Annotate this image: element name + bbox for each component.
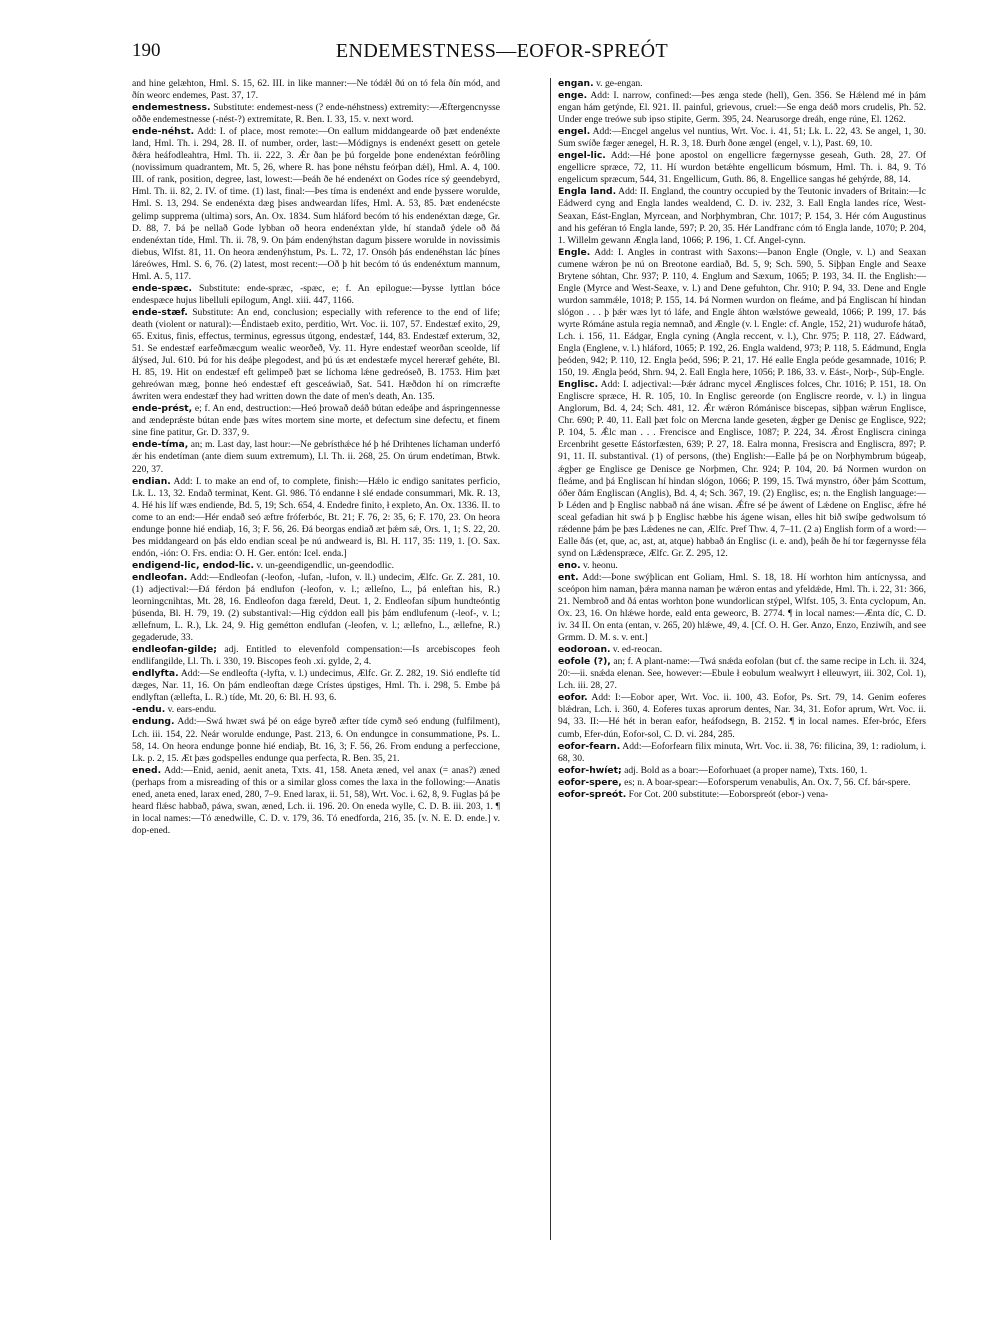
dictionary-entry: [558, 656, 926, 692]
entry-definition: Add:—Þone swýþlican ent Goliam, Hml. S. 18, 18. Hí worhton him antícnyssa, and sceópon him naman, þǽra manna naman þe wǽron entas and yfeldǽde, Hml. Th. i. 22, 31: 366, 21. Nembroð and ðá entas worhton þone wundorlican stýpel, Wlfst. 105, 3. Enta cyclopum, An. Ox. 23, 16. On hlǽwe horde, eald enta geweorc, B. 2774. ¶ in local names:—Ænta díc, C. D. iv. 34 II. On enta (entan, v. 265, 20) hlǽwe, 49, 4. [Cf. O. H. Ger. Anzo, Enzo, Enziwíh, and see Grmm. D. M. s. v. ent.]: [558, 571, 926, 644]
dictionary-entry: [132, 476, 500, 560]
entry-definition: v. un-geendigendlic, un-geendodlic.: [256, 559, 395, 571]
entry-headword: engel.: [558, 126, 591, 138]
entry-definition: es; n. A boar-spear:—Eoforsperum venabulis, An. Ox. 7, 56. Cf. bár-spere.: [624, 776, 911, 788]
dictionary-entry: [558, 572, 926, 644]
entry-headword: ent.: [558, 571, 579, 583]
entry-headword: ende-néhst.: [132, 126, 195, 138]
entry-headword: endigend-lic, endod-lic.: [132, 559, 254, 571]
entry-headword: endlyfta.: [132, 668, 179, 680]
entry-headword: ende-spæc.: [132, 282, 193, 294]
entry-definition: Add: I. Angles in contrast with Saxons:—Þanon Engle (Ongle, v. l.) and Seaxan cumene wǽron þe nú on Breotone eardiað, Bd. 5, 9; Sch. 590, 5. Siþþan Engle and Seaxe Brytene sóhtan, Chr. 937; P. 110, 4. Englum and Sæxum, 1065; P. 193, 34. II. the English:—Engle (Myrce and West-Seaxe, v. l.) and Dene gefuhton, Chr. 910; P. 94, 33. Dene and Engle wurdon sammǽle, 1018; P. 155, 14. Þá Normen wurdon on fleáme, and þá Engliscan hí hindan slógon . . . þ þǽr wæs lyt tó láfe, and Engle áhton wælstówe geweald, 1066; P. 199, 17. Þás wyrte Rómáne astula regia nemnað, and Ængle (v. l. Engle: cf. Angle, 152, 21) wudurofe hátað, Lch. i. 156, 11. Eádgar, Engla cyning (Angla reccent, v. l.), Chr. 975; P. 118, 27. Eádward, Engla (Englene, v. l.) hláford, 1065; P. 192, 26. Engla waldend, 973; P. 118, 5. Eádmund, Engla þeóden, 942; P. 110, 12. Engla þeód, 596; P. 21, 17. Hé ealle Engla peóde gesamnade, 1016; P. 150, 19. Ængla þeód, Shrn. 94, 2. Eall Engla here, 1056; P. 186, 33. v. Eást-, Norþ-, Súþ-Engle.: [558, 246, 926, 379]
dictionary-entry: [558, 150, 926, 186]
dictionary-entry: [132, 560, 500, 572]
entry-headword: eofor-hwíet;: [558, 764, 622, 776]
entry-definition: For Cot. 200 substitute:—Eoborspreót (ebor-) vena-: [628, 788, 829, 800]
entry-definition: v. ge-engan.: [596, 78, 643, 89]
entry-headword: Englisc.: [558, 379, 599, 391]
entry-definition: an; m. Last day, last hour:—Ne gebrísthǽce hé þ hé Drihtenes líchaman underfó ǽr his endetíman (ante diem suum extremum), Ll. Th. ii. 268, 25. On úrum endetíman, Btwk. 220, 37.: [132, 439, 500, 475]
entry-definition: v. heonu.: [582, 559, 618, 571]
entry-definition: Add:—Encgel angelus vel nuntius, Wrt. Voc. i. 41, 51; Lk. L. 22, 43. Se angel, 1, 30. Sum swíðe fæger ænegel, H. R. 3, 18. Ðurh ðone ængel (engel, v. l.), Past. 69, 10.: [558, 126, 927, 150]
entry-definition: Substitute: An end, conclusion; especially with reference to the end of life; death (violent or natural):—Éndistaeb exito, perditio, Wrt. Voc. ii. 107, 57. Endestæf exito, 29, 65. Exitus, finis, effectus, terminus, egressus útgong, endestæf, 144, 83. Endestæf exterum, 32, 51. Se endestæf earfeðmæcgum wealic weorðeð, Vy. 11. Hyre endestæf weorðan sceolde, líf álýsed, Jul. 610. Þú for his deáþe plegodest, and þú ús æt endestæfe mycel hereræf gehéte, Bl. H. 85, 19. Hit on endestæf eft gelimpeð þæt se líchoma lǽne gedreóseð, B. 1753. Him þæt gehreówan mæg, þonne heó endestæf eft gesceáwiað, Sat. 541. Hæðdon hí on rímcræfte áwriten wera endestæf they had written down the date of men's death, An. 135.: [132, 306, 500, 403]
entry-headword: eofor-fearn.: [558, 740, 621, 752]
dictionary-entry: [132, 439, 500, 475]
entry-headword: engan.: [558, 78, 594, 89]
entry-definition: v. ears-endu.: [167, 704, 217, 716]
entry-headword: engel-lic.: [558, 150, 606, 162]
entry-headword: eofor.: [558, 692, 588, 704]
column-divider: [550, 78, 551, 1240]
entry-headword: Engle.: [558, 246, 591, 258]
dictionary-entry: [132, 716, 500, 764]
entry-headword: enge.: [558, 90, 588, 102]
entry-definition: an; f. A plant-name:—Twá snǽda eofolan (but cf. the same recipe in Lch. ii. 324, 20:—ii. snǽda elenan. See, however:—Ebule ł eobulum wealwyrt ł elleuwyrt, iii. 302, Col. 1), Lch. iii. 28, 27.: [558, 656, 927, 692]
entry-definition: v. ed-reocan.: [612, 644, 663, 656]
dictionary-entry: [558, 560, 926, 572]
dictionary-entry: [132, 102, 500, 126]
entry-headword: endung.: [132, 716, 175, 728]
entry-headword: ened.: [132, 764, 162, 776]
dictionary-entry: [132, 307, 500, 403]
dictionary-entry: [132, 78, 500, 102]
entry-definition: Substitute: ende-spræc, -spæc, e; f. An epilogue:—Þysse lyttlan bóce endespæce hujus libelluli epilogum, Angl. xiii. 447, 1166.: [132, 282, 500, 306]
entry-definition: Substitute: endemest-ness (? ende-néhstness) extremity:—Æftergencnysse oððe endemestnesse (-nést-?) extremitate, R. Ben. I. 33, 15. v. next word.: [132, 102, 500, 126]
entry-definition: e; f. An end, destruction:—Heó þrowað deáð bútan edeáþe and áspringennesse and ændeprǽste bútan ende þæs wítes mortem sine morte, et defectum sine defectu, et finem sine fine patitur, Gr. D. 337, 9.: [132, 403, 500, 439]
entry-headword: Engla land.: [558, 186, 617, 198]
dictionary-entry: [132, 572, 500, 644]
entry-definition: Add: I. adjectival:—Þǽr ádranc mycel Ænglisces folces, Chr. 1016; P. 151, 18. On Engliscre spræce, H. R. 105, 10. In Englisc gereorde (on Engliscre reorde, v. l.) in lingua Anglorum, Bd. 4, 24; Sch. 481, 12. Ǽr wǽron Rómánisce biscepas, siþþan wǽrun Englisce, Chr. 690; P. 40, 11. Eall þæt folc on Mercna lande geseten, ǽgþer ge Denisc ge Englisce, 922; P. 104, 5. Ǽlc man . . . Frencisce and Englisce, 1087; P. 224, 34. Ǽrost Engliscra cininga Ercenbriht gesette Eástorfæsten, 639; P. 27, 18. Ealra monna, Fresisсra and Engliscra, 897; P. 91, 11. II. substantival. (1) of persons, (the) English:—Ealle þá þe on Norþhymbrum búgeaþ, ǽgþer ge Englisce ge Denisce ge Norþmen, Chr. 924; P. 104, 20. Þá Normen wurdon on fleáme, and þá Engliscan hí hindan slógon, 1066; P. 199, 15. Twá mynstro, óðer þám Scottum, óðer ðám Engliscan (Anglis), Bd. 4, 4; Sch. 367, 19. (2) Englisc, es; n. the English language:—Þ Léden and þ Englisc nabbað ná áne wisan. Ǽfre sé þe áwent of Lǽdene on Englisc, ǽfre hé sceal gefadian hit swá þ þ Englisc hæbbe his ágene wisan, elles hit bið swíþe gedwolsum tó rǽdenne þám þe þæs Lǽdenes ne can, Ælfc. Pref Thw. 4, 7–11. (2 a) English form of a word:—Ealle ðás (et, que, ac, ast, at, atque) habbað án Englisc (i. e. and), þeáh ðe hí tor fægernysse féla synd on Lǽdenspræce, Ælfc. Gr. Z. 295, 12.: [558, 379, 926, 559]
entry-headword: eno.: [558, 559, 581, 571]
dictionary-entry: [132, 668, 500, 704]
entry-headword: eofor-spere,: [558, 776, 622, 788]
entry-headword: eodoroan.: [558, 644, 611, 656]
entry-definition: Add:—Hé þone apostol on engellicre fægernysse geseah, Guth. 28, 27. Of engellicre spræce, 72, 11. Hí wurdon betǽhte engellicum bósmum, Hml. Th. i. 84, 9. Tó engelicum spræcum, 544, 31. Engellicum, Guth. 86, 8. Engellicе sangas hé gehýrde, 88, 14.: [558, 150, 926, 186]
dictionary-entry: [132, 644, 500, 668]
dictionary-entry: [132, 283, 500, 307]
dictionary-entry: [558, 741, 926, 765]
entry-headword: eofor-spreót.: [558, 788, 627, 800]
entry-headword: -endu.: [132, 704, 166, 716]
entry-definition: Add: II. England, the country occupied by the Teutonic invaders of Britain:—Ic Eádwerd cyng and Engla landes wealdend, C. D. iv. 232, 3. Eall Engla landes ríce, West-Seaxan, Eást-Englan, Myrcean, and Norþhymbran, Chr. 1017; P. 154, 3. Hér cóm Augustinus and his geféran tó Engla lande, 597; P. 20, 35. Hér Landfranc cóm tó Engla lande, 1070; P. 204, 1. Willelm gewann Ængla land, 1066; P. 196, 1. Cf. Angel-cynn.: [558, 186, 926, 246]
left-column: [132, 78, 500, 837]
entry-definition: Add: I:—Eobor aper, Wrt. Voc. ii. 100, 43. Eofor, Ps. Srt. 79, 14. Genim eoferes blǽdran, Lch. i. 360, 4. Eoferes tuxas aprorum dentes, Nar. 34, 31. Eofor aprum, Wrt. Voc. ii. 94, 33. II:—Hé hét in beran eafor, heáfodsegn, B. 2152. ¶ in local names. Efer-bróc, Efers cumb, Efer-dún, Eofor-sol, C. D. vi. 284, 285.: [558, 692, 927, 740]
entry-headword: endemestness.: [132, 102, 211, 114]
dictionary-entry: [558, 777, 926, 789]
entry-definition: Add: I. of place, most remote:—On eallum middangearde oð þæt endenéxte land, Hml. Th. i. 294, 28. II. of number, order, last:—Módignys is endenéxt gesett on getele ðǽra heáfodleahtra, Hml. Th. ii. 222, 3. Ǽr ðan þe þú forgelde þone endenéxtan feórðling (novissimum quadrantem, Mt. 5, 26, where R. has þone néhstu feórþan dǽl), Hml. A. 4, 100. III. of rank, position, degree, last, lowest:—Þeáh ðe hé endenéxt on Godes ríce sý geendebyrd, Hml. Th. ii. 82, 2. IV. of time. (1) last, final:—Þes tíma is endenéxt and ende þyssere worulde, Hml. S. 13, 294. Se endenéxta dæg þises andweardan lífes, Hml. A. 53, 85. Þæt endenécste gelimp suppremа (ultima) sors, An. Ox. 1834. Sum hláford becóm tó his endenéxtan dæge, Gr. D. 88, 7. Þá þe nellað Gode lybban oð heora endenéxtan ylde, hí standað ýdele oð ðá endenéxtan tíde, Hml. Th. ii. 78, 9. On þám endenýhstan dagum þisserе worulde in novissimis diebus, Wlfst. 81, 11. On heora ændenýhstum, Ps. L. 72, 17. Onsóh þás endenéhstan lác þínes láreówes, Hml. S. 6, 76. (2) latest, most recent:—Oð þ hit becóm tó ús endenéxtum mannum, Hml. A. 5, 117.: [132, 126, 501, 282]
entry-headword: eofole (?),: [558, 656, 611, 668]
entry-definition: Add: I. narrow, confined:—Þes ænga stede (hell), Gen. 356. Se Hǽlend mé in þám engan hám getýnde, El. 921. II. painful, grievous, cruel:—Se enga deáð mors crudelis, Ph. 52. Under enge treówe sub ipso stipite, Germ. 395, 24. Nearusorge dreáh, enge rúne, El. 1262.: [558, 90, 926, 126]
entry-headword: ende-prést,: [132, 403, 193, 415]
dictionary-entry: [558, 247, 926, 380]
entry-definition: Add: I. to make an end of, to complete, finish:—Hǽlo ic endigo sanitates perficio, Lk. L. 13, 32. Endað terminat, Kent. Gl. 986. Tó endanne ł slé endade consummari, Mk. R. 13, 4. Hé his líf wæs endiende, Bd. 5, 19; Sch. 654, 4. Endedre finito, ł expleto, An. Ox. 1336. II. to come to an end:—Hér endað seó æftre fróferbóc, Bt. 21; F. 76, 2: 35, 6; F. 170, 23. On heora endunge þonne hié endiaþ, 16, 3; F. 56, 26. Ðá beorgas endiað æt þǽm sǽ, Ors. 1, 1; S. 22, 20. Þes middangeard on þás eldo endian sceal þe nú andweard is, Bl. H. 117, 35: 119, 1. [O. Sax. endón, -ión: O. Frs. endia: O. H. Ger. entón: Icel. enda.]: [132, 475, 500, 559]
entry-definition: and hine gelæhton, Hml. S. 15, 62. III. in like manner:—Ne tódǽl ðú on tó fela ðín mód, and ðín weorc endemes, Past. 37, 17.: [132, 78, 500, 102]
dictionary-entry: [558, 692, 926, 740]
dictionary-entry: [558, 765, 926, 777]
entry-definition: Add:—Endleofan (-leofon, -lufan, -lufon, v. ll.) undecim, Ælfc. Gr. Z. 281, 10. (1) adjectival:—Ðá férdon þá endlufon (-leofon, v. l.; ælleſno, L., þá enleftan his, R.) leorningcnihtas, Mt. 28, 16. Endleofon daga færeld, Deut. 1, 2. Endleofan síþum hundteóntig þúsenda, Bl. H. 79, 19. (2) substantival:—Hig cýddon eall þis þám endlufenum (-leof-, v. l.; ællefnum, L. R.), Lk. 24, 9. Hig gemétton endlufan (-leofen, v. l.; ællefno, L., ællefne, R.) gegaderude, 33.: [132, 571, 500, 644]
entry-headword: endleofan-gilde;: [132, 644, 217, 656]
page-header: [132, 40, 872, 70]
dictionary-entry: [558, 789, 926, 801]
entry-definition: adj. Bold as a boar:—Eoforhuaet (a proper name), Txts. 160, 1.: [624, 764, 868, 776]
entry-definition: Add:—Enid, aenid, aenit aneta, Txts. 41, 158. Aneta æned, vel anax (= anas?) æned (perhaps from a misreading of this or a similar gloss comes the laxa in the following:—Anatis ened, aneta ened, larax ened, 280, 7–9. Ened larax, ii. 51, 58), Wrt. Voc. i. 62, 8, 9. Fuglas þá þe heard flǽsc habbað, páwa, swan, æned, Lch. ii. 196. 20. On eneda wylle, C. D. B. iii. 203, 1. ¶ in local names:—Tó ænedwille, C. D. v. 179, 36. Tó enedforda, 216, 35. [v. N. E. D. ende.] v. dop-ened.: [132, 764, 500, 836]
entry-definition: Add:—Eoforfearn filix minuta, Wrt. Voc. ii. 38, 76: filicina, 39, 1: radiolum, i. 68, 30.: [558, 740, 926, 764]
page-number: 190: [132, 40, 161, 61]
entry-headword: endian.: [132, 475, 171, 487]
dictionary-entry: [132, 126, 500, 283]
dictionary-entry: [558, 90, 926, 126]
entry-headword: endleofan.: [132, 571, 188, 583]
entry-definition: Add:—Swá hwæt swá þé on eáge byreð æfter tíde cymð seó endung (fulfilment), Lch. iii. 154, 22. Neár worulde endunge, Past. 213, 6. On endungce in consummatione, Ps. L. 58, 14. On heora endunge þonne hié endiaþ, Bt. 16, 3; F. 56, 26. From endung a perfeccione, Lk. p. 2, 15. Æt þæs godspelles endunge qua perfecta, R. Ben. 35, 21.: [132, 716, 500, 764]
dictionary-entry: [558, 126, 926, 150]
dictionary-entry: [558, 78, 926, 90]
dictionary-entry: [558, 644, 926, 656]
dictionary-entry: [132, 765, 500, 837]
dictionary-entry: [558, 379, 926, 560]
dictionary-entry: [132, 704, 500, 716]
entry-definition: Add:—Se endleofta (-lyfta, v. l.) undecimus, Ælfc. Gr. Z. 282, 19. Sió endlefte tíd dæges, Nar. 11, 16. On þám endleoftan dæge Crístes úpstiges, Hml. Th. i. 298, 5. Embe þá endlyftan (ællefta, L. R.) tíde, Mt. 20, 6: Bl. H. 93, 6.: [132, 668, 500, 704]
entry-headword: ende-stæf.: [132, 306, 188, 318]
running-title: ENDEMESTNESS—EOFOR-SPREÓT: [335, 40, 669, 62]
dictionary-entry: [132, 403, 500, 439]
entry-headword: ende-tíma,: [132, 439, 189, 451]
dictionary-entry: [558, 186, 926, 246]
entry-definition: adj. Entitled to elevenfold compensation:—Is arcebiscopes feoh endlifangilde, Ll. Th. i. 330, 19. Biscopes feoh .xi. gylde, 2, 4.: [132, 644, 500, 668]
right-column: [558, 78, 926, 801]
